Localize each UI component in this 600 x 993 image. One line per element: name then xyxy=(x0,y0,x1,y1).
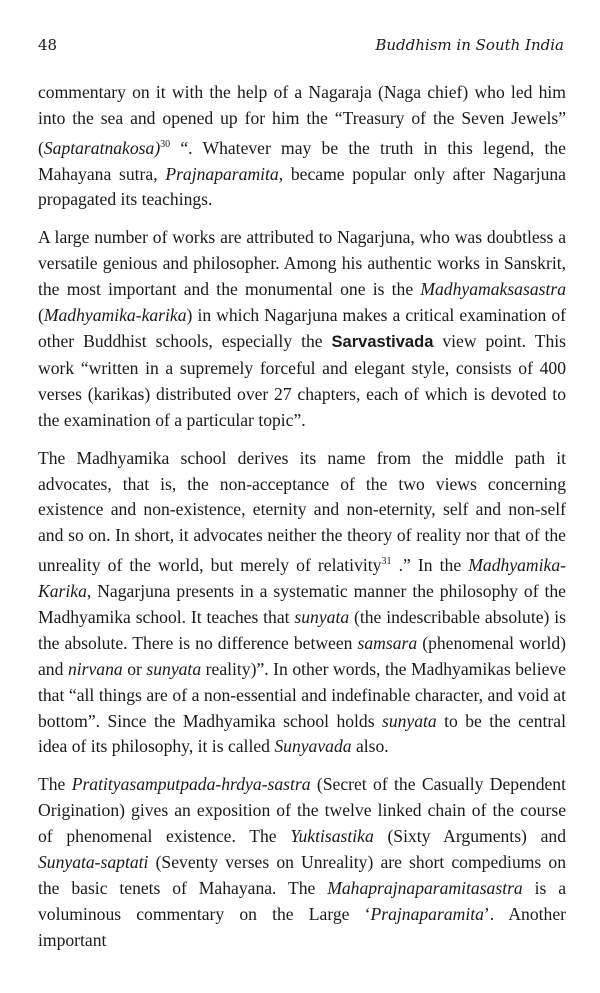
text-run: , Nagarjuna presents in a systematic manner the philosophy of the Madhyamika school. It teaches that xyxy=(38,581,566,627)
text-run: to be the central idea of its philosophy, it is called xyxy=(38,710,566,757)
paragraph xyxy=(38,80,566,213)
italic-term: samsara xyxy=(357,632,418,653)
italic-term: Yuktisastika xyxy=(290,826,374,847)
bold-term: Sarvastivada xyxy=(331,333,434,352)
body-text xyxy=(38,80,566,966)
text-run: or xyxy=(122,658,147,679)
page-header xyxy=(38,36,564,58)
text-run: reality)”. In other words, the Madhyamikas believe that “all things are of a non-essential and indefinable character, and void at bottom”. Since the Madhyamika school holds xyxy=(38,658,566,731)
italic-term: sunyata xyxy=(381,710,437,731)
text-run: The xyxy=(38,774,72,795)
italic-term: Mahaprajnaparamitasastra xyxy=(327,878,523,898)
text-run: ( xyxy=(38,305,44,326)
paragraph xyxy=(38,225,566,433)
italic-term: sunyata xyxy=(294,606,350,627)
page-number: 48 xyxy=(38,36,58,54)
text-run: commentary on it with the help of a Nagaraja (Naga chief) who led him into the sea and opened up for him the “Treasury of the Seven Jewels” ( xyxy=(38,82,566,158)
text-run: is a voluminous commentary on the Large ‘ xyxy=(38,878,567,924)
italic-term: Prajnaparamita xyxy=(370,903,484,924)
text-run: (Secret of the Casually Dependent Origination) gives an exposition of the twelve linked chain of the course of phenomenal existence. The xyxy=(38,774,566,847)
italic-term: Pratityasamputpada-hrdya-sastra xyxy=(71,774,311,795)
text-run: The Madhyamika school derives its name from the middle path it advocates, that is, the non-acceptance of the two views concerning existence and non-existence, eternity and non-eternity, self and non-self and so on. In short, it advocates neither the theory of reality nor that of the unreality of the world, but merely of relativity xyxy=(38,447,566,576)
italic-term: Madhyamika-karika xyxy=(43,305,187,326)
text-run: also. xyxy=(351,736,389,757)
text-run: ’. Another important xyxy=(38,903,566,950)
italic-term: sunyata xyxy=(146,658,202,679)
italic-term: Madhyamika-Karika xyxy=(38,555,566,602)
text-run: (Seventy verses on Unreality) are short compediums on the basic tenets of Mahayana. The xyxy=(38,852,566,898)
italic-term: Sunyata-saptati xyxy=(38,852,149,873)
footnote-ref: 31 xyxy=(381,556,392,568)
text-run: .” In the xyxy=(391,555,469,576)
italic-term: nirvana xyxy=(67,658,123,679)
text-run: (Sixty Arguments) and xyxy=(373,826,566,847)
text-run: (the indescribable absolute) is the absolute. There is no difference between xyxy=(38,606,566,653)
italic-term: Prajnaparamita xyxy=(165,163,279,184)
paragraph xyxy=(38,446,566,761)
paragraph xyxy=(38,772,566,953)
text-run: “. Whatever may be the truth in this legend, the Mahayana sutra, xyxy=(38,137,566,184)
text-run: ) in which Nagarjuna makes a critical examination of other Buddhist schools, especially the xyxy=(38,305,566,352)
italic-term: ) xyxy=(154,137,161,158)
running-head: Buddhism in South India xyxy=(375,36,564,54)
italic-term: Sunyavada xyxy=(274,736,352,757)
italic-term: Saptaratnakosa xyxy=(43,137,155,158)
footnote-ref: 30 xyxy=(160,138,171,150)
text-run: (phenomenal world) and xyxy=(38,632,567,679)
italic-term: Madhyamaksasastra xyxy=(420,279,566,300)
text-run: , became popular only after Nagarjuna propagated its teachings. xyxy=(38,163,566,210)
text-run: A large number of works are attributed to Nagarjuna, who was doubtless a versatile genious and philosopher. Among his authentic works in Sanskrit, the most important and the monumental one is the xyxy=(38,227,566,300)
text-run: view point. This work “written in a supremely forceful and elegant style, consists of 400 verses (karikas) distributed over 27 chapters, each of which is devoted to the examination of a particular topic”. xyxy=(38,331,567,430)
